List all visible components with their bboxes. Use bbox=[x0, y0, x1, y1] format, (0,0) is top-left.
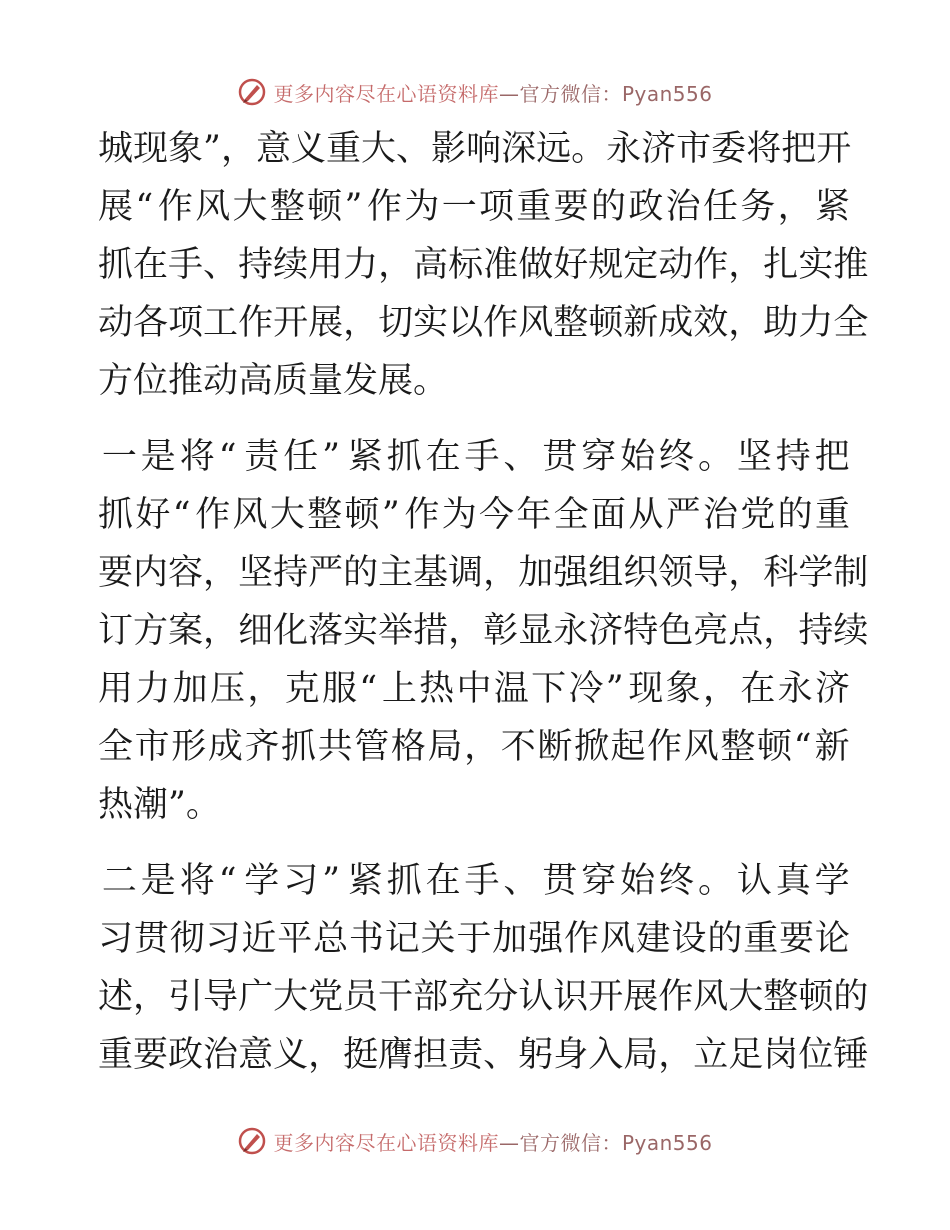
paragraph-3 bbox=[98, 852, 869, 1084]
text-line: 一 是 将 “ 责 任 ” 紧 抓 在 手 、 贯 穿 始 终 。 坚 持 把 bbox=[101, 437, 850, 477]
text-line: 热潮”。 bbox=[98, 785, 221, 825]
pen-logo-icon bbox=[237, 77, 267, 107]
banner-contact: —官方微信：Pyan556 bbox=[498, 81, 713, 106]
footer-banner bbox=[0, 1121, 950, 1161]
text-line: 述 ， 引 导 广 大 党 员 干 部 充 分 认 识 开 展 作 风 大 整 顿 的 bbox=[98, 977, 869, 1017]
text-line: 重 要 政 治 意 义 ， 挺 膺 担 责 、 躬 身 入 局 ， 立 足 岗 位 锤 bbox=[98, 1035, 869, 1075]
text-line: 用 力 加 压 ， 克 服 “ 上 热 中 温 下 冷 ” 现 象 ， 在 永 济 bbox=[98, 669, 850, 709]
banner-label bbox=[273, 1127, 712, 1156]
text-line: 全 市 形 成 齐 抓 共 管 格 局 ， 不 断 掀 起 作 风 整 顿 “ 新 bbox=[98, 727, 850, 767]
text-line: 展 “ 作 风 大 整 顿 ” 作 为 一 项 重 要 的 政 治 任 务 ， 紧 bbox=[98, 187, 850, 227]
banner-label bbox=[273, 78, 712, 107]
text-line: 抓 在 手 、 持 续 用 力 ， 高 标 准 做 好 规 定 动 作 ， 扎 实 推 bbox=[98, 245, 869, 285]
text-line: 二 是 将 “ 学 习 ” 紧 抓 在 手 、 贯 穿 始 终 。 认 真 学 bbox=[101, 861, 850, 901]
banner-contact: —官方微信：Pyan556 bbox=[498, 1130, 713, 1155]
text-line: 方位推动高质量发展。 bbox=[98, 361, 449, 401]
banner-brand: 更多内容尽在心语资料库 bbox=[273, 81, 499, 106]
text-line: 动 各 项 工 作 开 展 ， 切 实 以 作 风 整 顿 新 成 效 ， 助 力 全 bbox=[98, 303, 869, 343]
paragraph-1 bbox=[98, 120, 869, 410]
text-line: 要 内 容 ， 坚 持 严 的 主 基 调 ， 加 强 组 织 领 导 ， 科 学 制 bbox=[98, 553, 869, 593]
paragraph-2 bbox=[98, 428, 869, 834]
text-line: 订 方 案 ， 细 化 落 实 举 措 ， 彰 显 永 济 特 色 亮 点 ， 持 续 bbox=[98, 611, 869, 651]
text-line: 习 贯 彻 习 近 平 总 书 记 关 于 加 强 作 风 建 设 的 重 要 论 bbox=[98, 919, 850, 959]
text-line: 城 现 象 ” ， 意 义 重 大 、 影 响 深 远 。 永 济 市 委 将 把 开 bbox=[98, 129, 852, 169]
header-banner bbox=[0, 72, 950, 112]
banner-brand: 更多内容尽在心语资料库 bbox=[273, 1130, 499, 1155]
document-body bbox=[98, 120, 869, 1084]
pen-logo-icon bbox=[237, 1126, 267, 1156]
text-line: 抓 好 “ 作 风 大 整 顿 ” 作 为 今 年 全 面 从 严 治 党 的 重 bbox=[98, 495, 850, 535]
